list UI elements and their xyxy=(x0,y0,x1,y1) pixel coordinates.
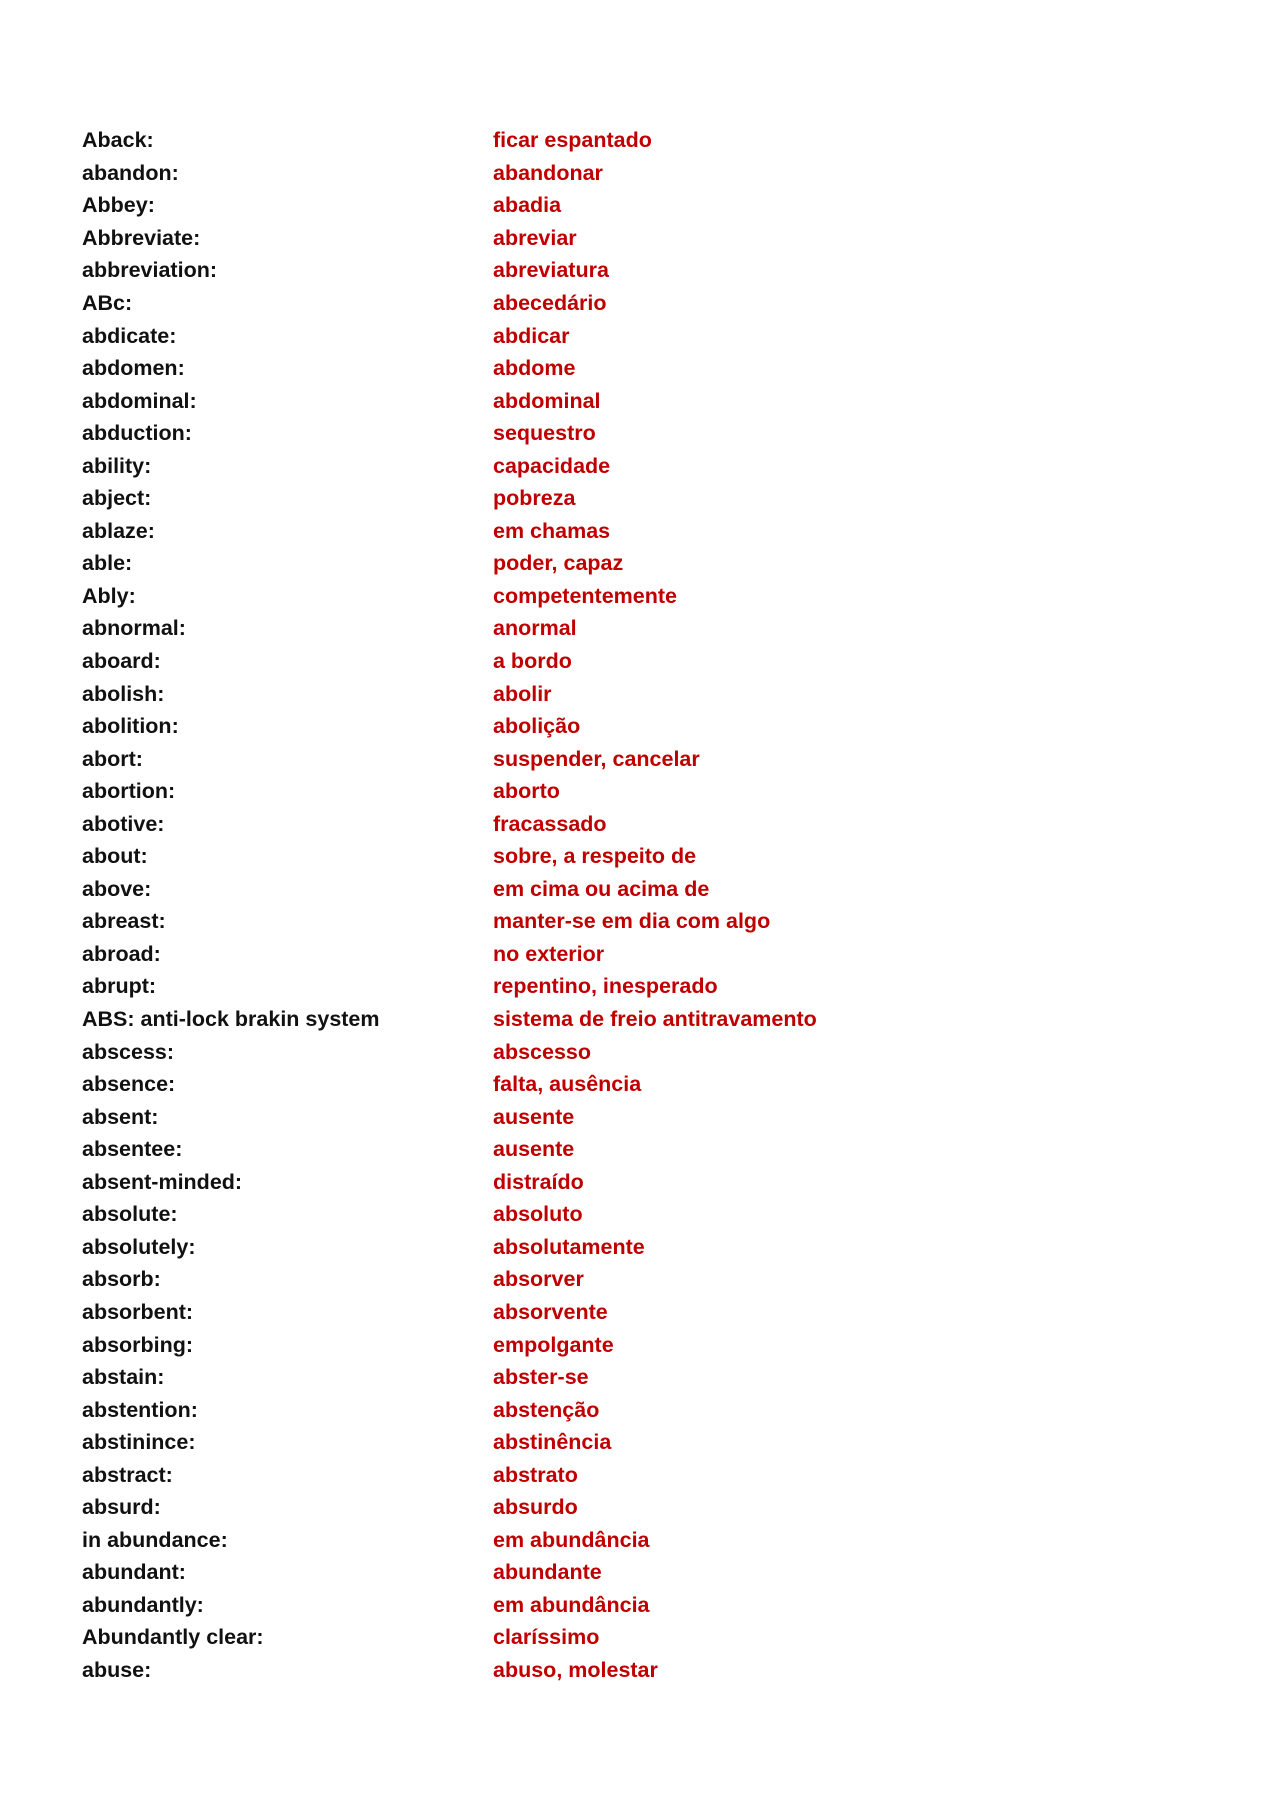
glossary-entry xyxy=(82,580,1182,613)
glossary-entry xyxy=(82,775,1182,808)
entry-translation: empolgante xyxy=(493,1332,614,1357)
entry-translation: repentino, inesperado xyxy=(493,974,718,999)
entry-translation: ausente xyxy=(493,1137,575,1162)
entry-term: abolish: xyxy=(82,681,165,706)
glossary-entry xyxy=(82,1133,1182,1166)
entry-translation: competentemente xyxy=(493,583,677,608)
glossary-entry xyxy=(82,905,1182,938)
entry-term: absorbing: xyxy=(82,1332,194,1357)
glossary-entry xyxy=(82,1068,1182,1101)
entry-term: abscess: xyxy=(82,1039,175,1064)
entry-translation: em abundância xyxy=(493,1592,650,1617)
entry-translation: pobreza xyxy=(493,486,576,511)
entry-translation: absurdo xyxy=(493,1495,578,1520)
glossary-entry xyxy=(82,547,1182,580)
entry-term: absentee: xyxy=(82,1137,183,1162)
entry-term: abstention: xyxy=(82,1397,198,1422)
entry-term: Abbey: xyxy=(82,193,155,218)
entry-translation: abdominal xyxy=(493,388,601,413)
entry-translation: claríssimo xyxy=(493,1625,600,1650)
entry-term: absolute: xyxy=(82,1202,178,1227)
entry-translation: abuso, molestar xyxy=(493,1657,658,1682)
glossary-entry xyxy=(82,1263,1182,1296)
glossary-entry xyxy=(82,254,1182,287)
glossary-entry xyxy=(82,1166,1182,1199)
glossary-entry xyxy=(82,417,1182,450)
glossary-entry xyxy=(82,189,1182,222)
glossary-entry xyxy=(82,1003,1182,1036)
entry-term: absorbent: xyxy=(82,1299,194,1324)
entry-term: abuse: xyxy=(82,1657,152,1682)
glossary-entry xyxy=(82,1589,1182,1622)
entry-translation: poder, capaz xyxy=(493,551,624,576)
entry-translation: abadia xyxy=(493,193,562,218)
entry-term: aboard: xyxy=(82,649,161,674)
glossary-entry xyxy=(82,1198,1182,1231)
entry-term: abundant: xyxy=(82,1560,186,1585)
glossary-entry xyxy=(82,449,1182,482)
glossary-entry xyxy=(82,1393,1182,1426)
entry-translation: abscesso xyxy=(493,1039,592,1064)
entry-term: abdomen: xyxy=(82,356,185,381)
glossary-entry xyxy=(82,1654,1182,1687)
glossary-entry xyxy=(82,873,1182,906)
entry-term: absorb: xyxy=(82,1267,161,1292)
entry-translation: abster-se xyxy=(493,1365,589,1390)
entry-term: ABc: xyxy=(82,291,133,315)
glossary-entry xyxy=(82,612,1182,645)
glossary-entry xyxy=(82,384,1182,417)
glossary-entry xyxy=(82,352,1182,385)
entry-term: ABS: anti-lock brakin system xyxy=(82,1007,380,1032)
entry-term: ability: xyxy=(82,453,152,478)
entry-translation: distraído xyxy=(493,1169,584,1194)
entry-translation: em chamas xyxy=(493,518,611,543)
glossary-entry xyxy=(82,1491,1182,1524)
entry-term: Abbreviate: xyxy=(82,225,201,250)
entry-translation: absolutamente xyxy=(493,1234,645,1259)
entry-term: abduction: xyxy=(82,421,192,446)
glossary-entry xyxy=(82,1524,1182,1557)
entry-translation: abreviatura xyxy=(493,258,609,283)
entry-translation: absoluto xyxy=(493,1202,583,1227)
entry-translation: no exterior xyxy=(493,941,605,966)
entry-term: above: xyxy=(82,876,152,901)
entry-term: abdominal: xyxy=(82,388,197,413)
entry-term: absurd: xyxy=(82,1495,161,1520)
glossary-entry xyxy=(82,1361,1182,1394)
entry-translation: abdicar xyxy=(493,323,570,348)
entry-term: absence: xyxy=(82,1072,176,1097)
entry-term: absent-minded: xyxy=(82,1169,243,1194)
entry-translation: abstrato xyxy=(493,1462,578,1487)
entry-term: Aback: xyxy=(82,128,154,153)
entry-term: about: xyxy=(82,844,148,869)
entry-translation: abdome xyxy=(493,356,576,381)
entry-translation: abundante xyxy=(493,1560,602,1585)
glossary-entry xyxy=(82,1035,1182,1068)
glossary-entry xyxy=(82,1621,1182,1654)
entry-translation: abandonar xyxy=(493,160,603,185)
glossary-entry xyxy=(82,319,1182,352)
entry-term: abortion: xyxy=(82,779,176,804)
glossary-entry xyxy=(82,742,1182,775)
entry-term: abreast: xyxy=(82,909,166,934)
entry-term: abotive: xyxy=(82,811,165,836)
entry-translation: a bordo xyxy=(493,649,572,674)
entry-translation: fracassado xyxy=(493,811,607,836)
entry-translation: em abundância xyxy=(493,1527,650,1552)
entry-translation: sequestro xyxy=(493,421,596,446)
entry-term: abstract: xyxy=(82,1462,173,1487)
entry-term: abolition: xyxy=(82,714,179,739)
glossary-entry xyxy=(82,1556,1182,1589)
entry-translation: abolir xyxy=(493,681,552,706)
entry-translation: ficar espantado xyxy=(493,128,652,153)
entry-term: abdicate: xyxy=(82,323,177,348)
glossary-entry xyxy=(82,1458,1182,1491)
entry-term: able: xyxy=(82,551,133,576)
entry-term: absent: xyxy=(82,1104,159,1129)
glossary-entry xyxy=(82,677,1182,710)
entry-term: Abundantly clear: xyxy=(82,1625,264,1650)
entry-term: abort: xyxy=(82,746,143,771)
entry-translation: abolição xyxy=(493,714,581,739)
glossary-entry xyxy=(82,482,1182,515)
glossary-entry xyxy=(82,287,1182,320)
entry-translation: aborto xyxy=(493,779,560,804)
entry-term: ablaze: xyxy=(82,518,155,543)
glossary-entry xyxy=(82,124,1182,157)
entry-translation: manter-se em dia com algo xyxy=(493,909,771,934)
entry-translation: anormal xyxy=(493,616,577,641)
entry-translation: falta, ausência xyxy=(493,1072,642,1097)
glossary-entry xyxy=(82,515,1182,548)
glossary-entry xyxy=(82,970,1182,1003)
entry-term: abbreviation: xyxy=(82,258,217,283)
entry-term: abstain: xyxy=(82,1365,165,1390)
entry-translation: abstinência xyxy=(493,1430,612,1455)
entry-term: abroad: xyxy=(82,941,161,966)
entry-translation: sobre, a respeito de xyxy=(493,844,697,869)
entry-translation: abreviar xyxy=(493,225,577,250)
entry-term: abrupt: xyxy=(82,974,157,999)
glossary-entry xyxy=(82,1100,1182,1133)
entry-translation: sistema de freio antitravamento xyxy=(493,1007,817,1032)
entry-translation: absorver xyxy=(493,1267,584,1292)
entry-term: absolutely: xyxy=(82,1234,196,1259)
glossary-entry xyxy=(82,1328,1182,1361)
glossary-entry xyxy=(82,807,1182,840)
entry-translation: capacidade xyxy=(493,453,611,478)
entry-term: abundantly: xyxy=(82,1592,204,1617)
glossary-entry xyxy=(82,840,1182,873)
glossary-entry xyxy=(82,938,1182,971)
glossary-entry xyxy=(82,710,1182,743)
glossary-entry xyxy=(82,1296,1182,1329)
entry-translation: em cima ou acima de xyxy=(493,876,710,901)
entry-term: in abundance: xyxy=(82,1527,228,1552)
glossary-entry xyxy=(82,1426,1182,1459)
glossary-entry xyxy=(82,222,1182,255)
entry-translation: abstenção xyxy=(493,1397,600,1422)
entry-term: abject: xyxy=(82,486,152,511)
glossary-entry xyxy=(82,645,1182,678)
entry-term: abnormal: xyxy=(82,616,186,641)
entry-term: Ably: xyxy=(82,583,136,608)
glossary-entry xyxy=(82,1231,1182,1264)
glossary-entry xyxy=(82,157,1182,190)
entry-translation: suspender, cancelar xyxy=(493,746,700,771)
entry-translation: abecedário xyxy=(493,291,607,315)
entry-translation: ausente xyxy=(493,1104,575,1129)
entry-term: abstinince: xyxy=(82,1430,196,1455)
glossary-list xyxy=(82,124,1182,1686)
entry-term: abandon: xyxy=(82,160,179,185)
entry-translation: absorvente xyxy=(493,1299,608,1324)
